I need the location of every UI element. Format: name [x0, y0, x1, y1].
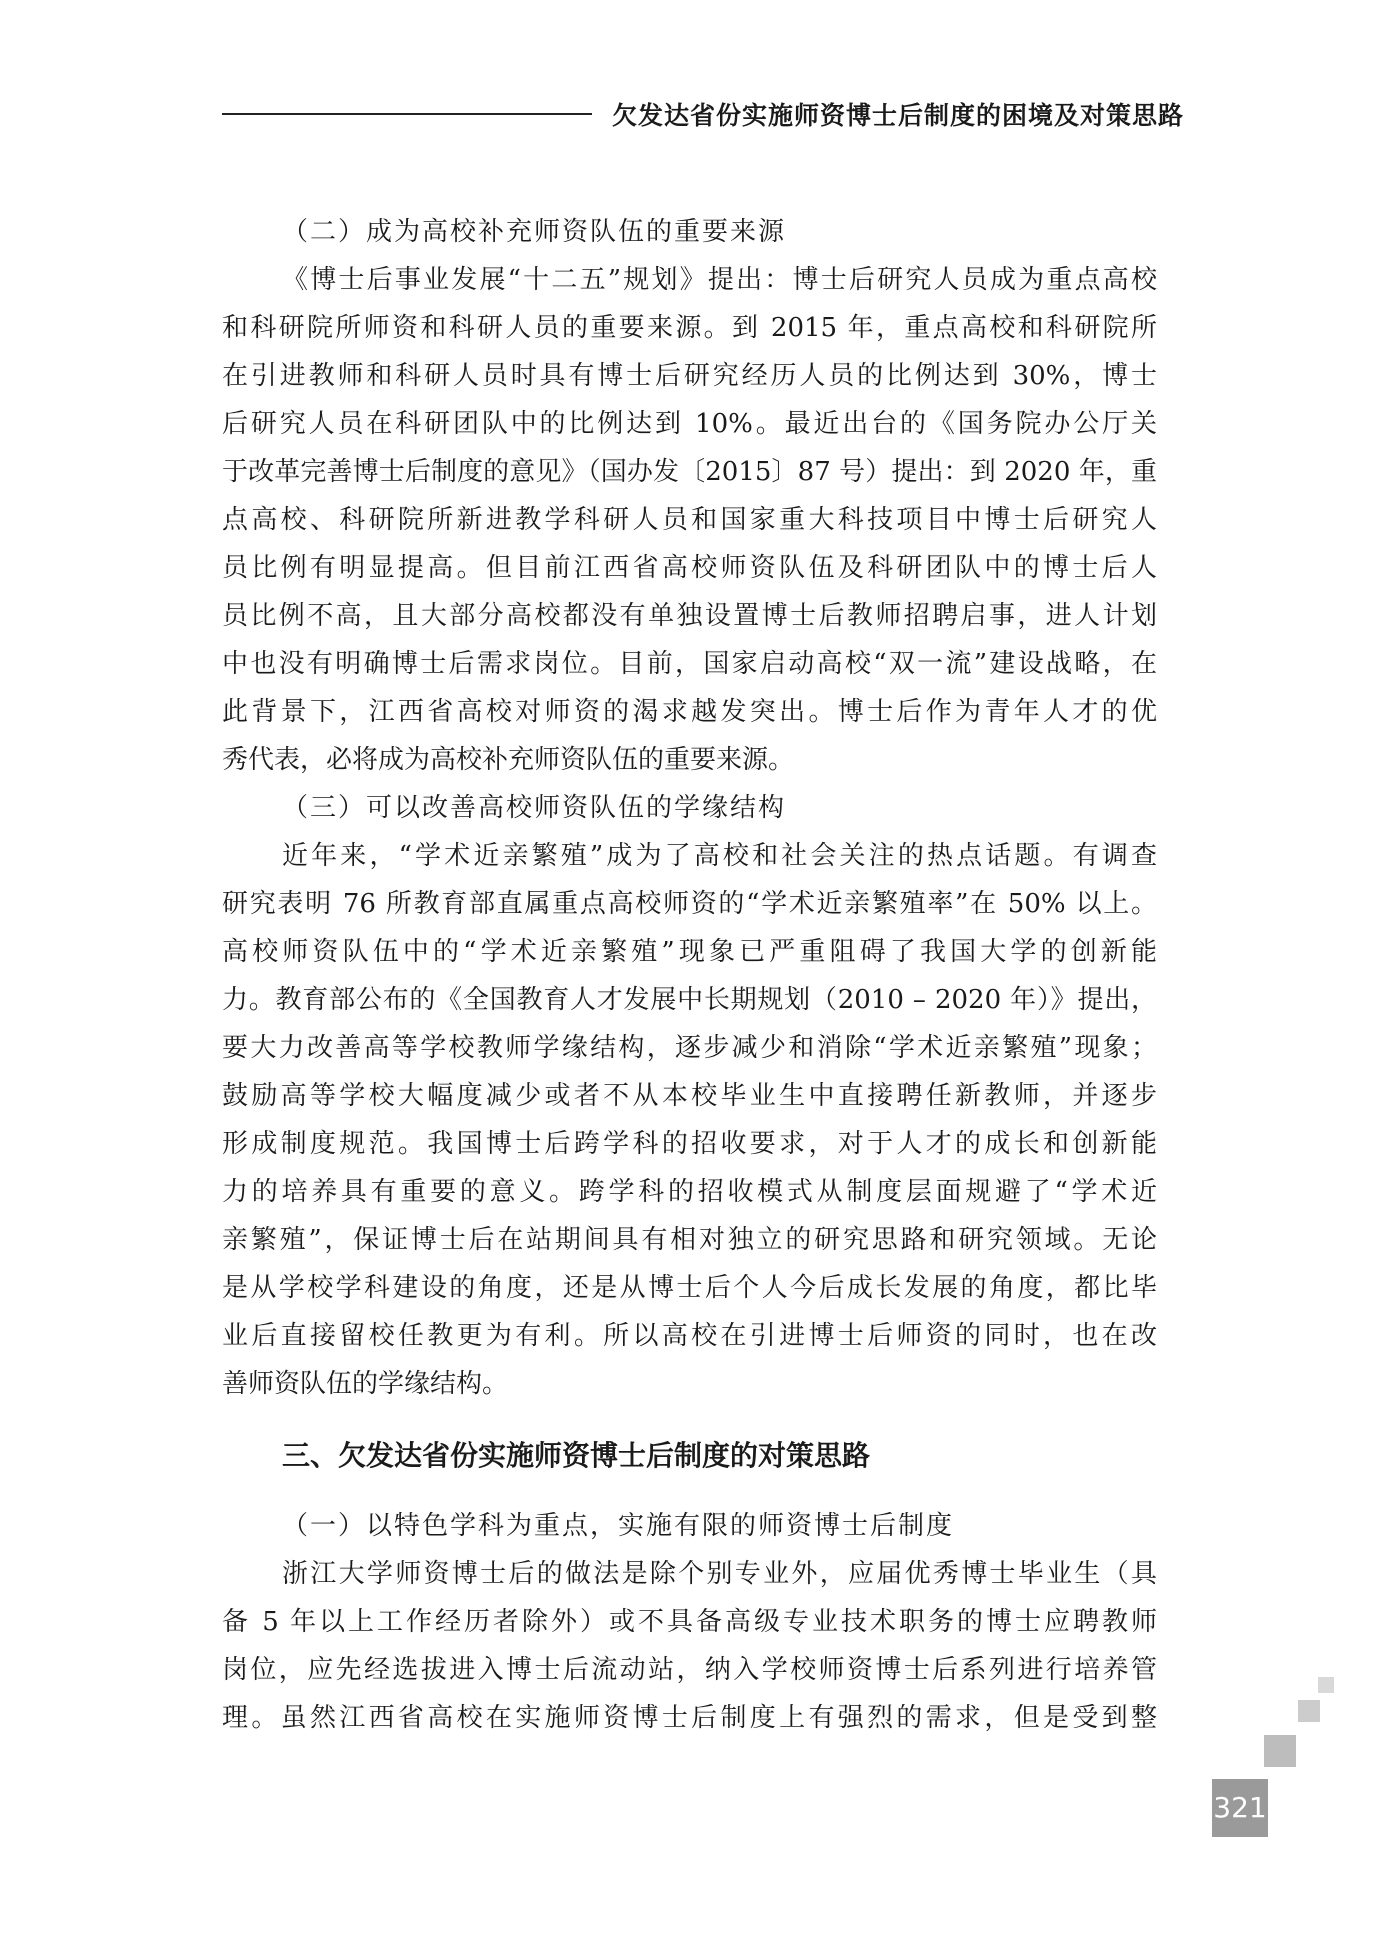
- paragraph-line: 后研究人员在科研团队中的比例达到 10%。最近出台的《国务院办公厅关: [222, 409, 1157, 439]
- subsection-title-1: （一）以特色学科为重点，实施有限的师资博士后制度: [282, 1511, 955, 1541]
- paragraph-line: 鼓励高等学校大幅度减少或者不从本校毕业生中直接聘任新教师，并逐步: [222, 1081, 1157, 1111]
- paragraph-line: 形成制度规范。我国博士后跨学科的招收要求，对于人才的成长和创新能: [222, 1129, 1157, 1159]
- paragraph-line: 《博士后事业发展“十二五”规划》提出：博士后研究人员成为重点高校: [282, 265, 1157, 295]
- paragraph-line: 高校师资队伍中的“学术近亲繁殖”现象已严重阻碍了我国大学的创新能: [222, 937, 1157, 967]
- subsection-title-2: （二）成为高校补充师资队伍的重要来源: [282, 217, 787, 247]
- section-heading-3: 三、欠发达省份实施师资博士后制度的对策思路: [282, 1439, 871, 1472]
- paragraph-line: 是从学校学科建设的角度，还是从博士后个人今后成长发展的角度，都比毕: [222, 1273, 1157, 1303]
- paragraph-line: 要大力改善高等学校教师学缘结构，逐步减少和消除“学术近亲繁殖”现象；: [222, 1033, 1157, 1063]
- paragraph-line: 岗位，应先经选拔进入博士后流动站，纳入学校师资博士后系列进行培养管: [222, 1655, 1157, 1685]
- paragraph-line: 秀代表，必将成为高校补充师资队伍的重要来源。: [222, 745, 795, 775]
- page-number: 321: [1212, 1779, 1268, 1837]
- paragraph-line: 中也没有明确博士后需求岗位。目前，国家启动高校“双一流”建设战略，在: [222, 649, 1157, 679]
- paragraph-line: 亲繁殖”，保证博士后在站期间具有相对独立的研究思路和研究领域。无论: [222, 1225, 1157, 1255]
- paragraph-line: 员比例不高，且大部分高校都没有单独设置博士后教师招聘启事，进人计划: [222, 601, 1157, 631]
- paragraph-line: 浙江大学师资博士后的做法是除个别专业外，应届优秀博士毕业生（具: [282, 1559, 1157, 1589]
- running-header-title: 欠发达省份实施师资博士后制度的困境及对策思路: [612, 101, 1185, 130]
- page-body: [222, 208, 1157, 1742]
- paragraph-line: 于改革完善博士后制度的意见》（国办发〔2015〕87 号）提出：到 2020 年，重: [222, 457, 1157, 487]
- paragraph-line: 善师资队伍的学缘结构。: [222, 1369, 509, 1399]
- paragraph-line: 业后直接留校任教更为有利。所以高校在引进博士后师资的同时，也在改: [222, 1321, 1157, 1351]
- paragraph-line: 点高校、科研院所新进教学科研人员和国家重大科技项目中博士后研究人: [222, 505, 1157, 535]
- paragraph-line: 员比例有明显提高。但目前江西省高校师资队伍及科研团队中的博士后人: [222, 553, 1157, 583]
- decorative-square: [1318, 1677, 1334, 1693]
- paragraph-line: 在引进教师和科研人员时具有博士后研究经历人员的比例达到 30%，博士: [222, 361, 1157, 391]
- paragraph-line: 和科研院所师资和科研人员的重要来源。到 2015 年，重点高校和科研院所: [222, 313, 1157, 343]
- paragraph-line: 研究表明 76 所教育部直属重点高校师资的“学术近亲繁殖率”在 50% 以上。: [222, 889, 1157, 919]
- paragraph-line: 此背景下，江西省高校对师资的渴求越发突出。博士后作为青年人才的优: [222, 697, 1157, 727]
- paragraph-line: 力。教育部公布的《全国教育人才发展中长期规划（2010 – 2020 年）》提出，: [222, 985, 1157, 1015]
- subsection-title-3: （三）可以改善高校师资队伍的学缘结构: [282, 793, 787, 823]
- decorative-square: [1298, 1700, 1320, 1722]
- decorative-square: [1264, 1735, 1296, 1767]
- paragraph-line: 近年来，“学术近亲繁殖”成为了高校和社会关注的热点话题。有调查: [282, 841, 1157, 871]
- paragraph-line: 理。虽然江西省高校在实施师资博士后制度上有强烈的需求，但是受到整: [222, 1703, 1157, 1733]
- header-rule: [222, 113, 592, 115]
- paragraph-line: 力的培养具有重要的意义。跨学科的招收模式从制度层面规避了“学术近: [222, 1177, 1157, 1207]
- paragraph-line: 备 5 年以上工作经历者除外）或不具备高级专业技术职务的博士应聘教师: [222, 1607, 1157, 1637]
